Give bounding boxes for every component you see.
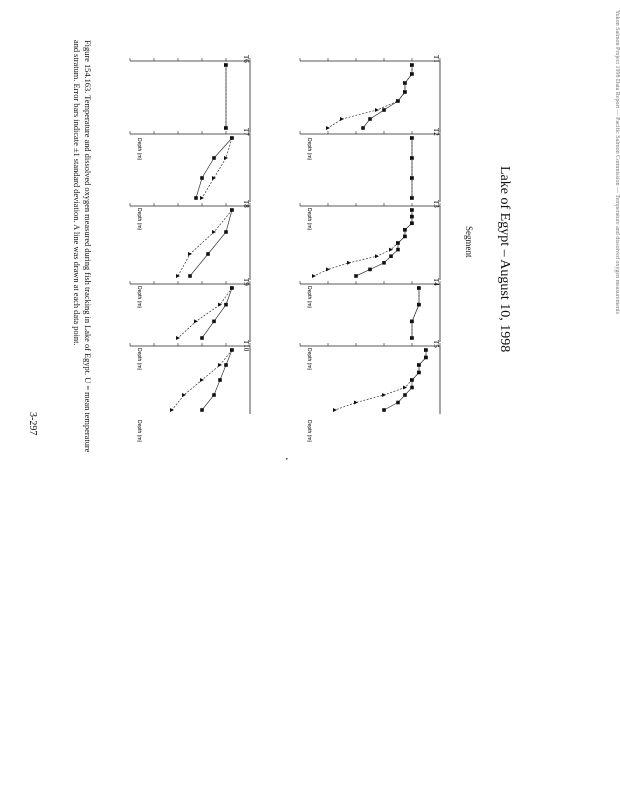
do-line	[178, 210, 232, 276]
page-title: Lake of Egypt – August 10, 1998	[497, 166, 512, 353]
speck	[286, 458, 288, 460]
depth-axis-label: Depth (m)	[306, 138, 312, 161]
temp-line	[384, 350, 426, 410]
do-point	[354, 401, 358, 405]
temp-point	[410, 386, 414, 390]
panel-label: T7	[242, 128, 250, 136]
depth-axis-label: Depth (m)	[136, 348, 142, 371]
do-line	[202, 138, 232, 198]
temp-point	[224, 303, 228, 307]
do-point	[176, 274, 180, 278]
temp-line	[356, 210, 412, 276]
temp-point	[188, 274, 192, 278]
do-point	[326, 267, 330, 271]
do-point	[218, 363, 222, 367]
panel-label: T5	[432, 340, 440, 348]
temp-point	[200, 336, 204, 340]
temp-point	[212, 320, 216, 324]
depth-axis-label: Depth (m)	[306, 420, 312, 443]
panel-label: T2	[432, 128, 440, 136]
depth-axis-label: Depth (m)	[306, 348, 312, 371]
panel-label: T8	[242, 200, 250, 208]
temp-point	[194, 196, 198, 200]
do-point	[312, 274, 316, 278]
do-point	[340, 117, 344, 121]
panel-label: T6	[242, 55, 250, 63]
temp-point	[200, 408, 204, 412]
panel-label: T4	[432, 278, 440, 286]
do-point	[200, 378, 204, 382]
depth-axis-label: Depth (m)	[136, 208, 142, 231]
panel-label: T9	[242, 278, 250, 286]
temp-point	[382, 108, 386, 112]
temp-point	[206, 252, 210, 256]
figure-caption-line-2: and stratum. Error bars indicate ±1 standard deviation. A line was drawn at each data point.	[72, 40, 81, 346]
temp-line	[190, 210, 232, 276]
header-strip: Yukon Salmon Project 1998 Data Report — Pacific Salmon Commission — Temperature and dissolved oxygen measurements	[614, 10, 620, 314]
do-point	[170, 408, 174, 412]
temp-point	[382, 408, 386, 412]
depth-axis-label: Depth (m)	[136, 420, 142, 443]
depth-axis-label: Depth (m)	[306, 208, 312, 231]
depth-axis-label: Depth (m)	[136, 138, 142, 161]
panel-label: T3	[432, 200, 440, 208]
do-point	[188, 252, 192, 256]
figure-caption-line-1: Figure 154.163. Temperature and dissolved oxygen measured during fish tracking in Lake of Egypt. U = mean temperature	[83, 40, 92, 453]
temp-point	[200, 176, 204, 180]
temp-line	[202, 288, 232, 338]
temp-point	[218, 378, 222, 382]
page-number: 3-297	[27, 412, 38, 436]
temp-point	[368, 117, 372, 121]
temp-point	[224, 363, 228, 367]
temp-point	[396, 248, 400, 252]
temp-point	[212, 156, 216, 160]
temp-point	[382, 261, 386, 265]
temp-point	[396, 401, 400, 405]
do-point	[326, 126, 330, 130]
temp-point	[389, 254, 393, 258]
temp-point	[361, 126, 365, 130]
depth-axis-label: Depth (m)	[136, 286, 142, 309]
panel-label: T1	[432, 55, 440, 63]
do-line	[412, 288, 419, 338]
depth-axis-label: Depth (m)	[306, 286, 312, 309]
do-point	[200, 196, 204, 200]
do-point	[382, 393, 386, 397]
temp-point	[212, 393, 216, 397]
x-axis-title: Segment	[464, 226, 474, 258]
do-point	[375, 108, 379, 112]
do-point	[347, 261, 351, 265]
do-point	[375, 254, 379, 258]
do-point	[224, 156, 228, 160]
do-point	[333, 408, 337, 412]
do-line	[178, 288, 232, 338]
temp-line	[196, 138, 232, 198]
do-point	[212, 176, 216, 180]
temp-point	[403, 393, 407, 397]
temp-point	[354, 274, 358, 278]
temp-point	[224, 230, 228, 234]
temp-line	[202, 350, 232, 410]
panel-label: T10	[242, 340, 250, 352]
do-point	[176, 336, 180, 340]
do-point	[194, 319, 198, 323]
temp-point	[368, 268, 372, 272]
